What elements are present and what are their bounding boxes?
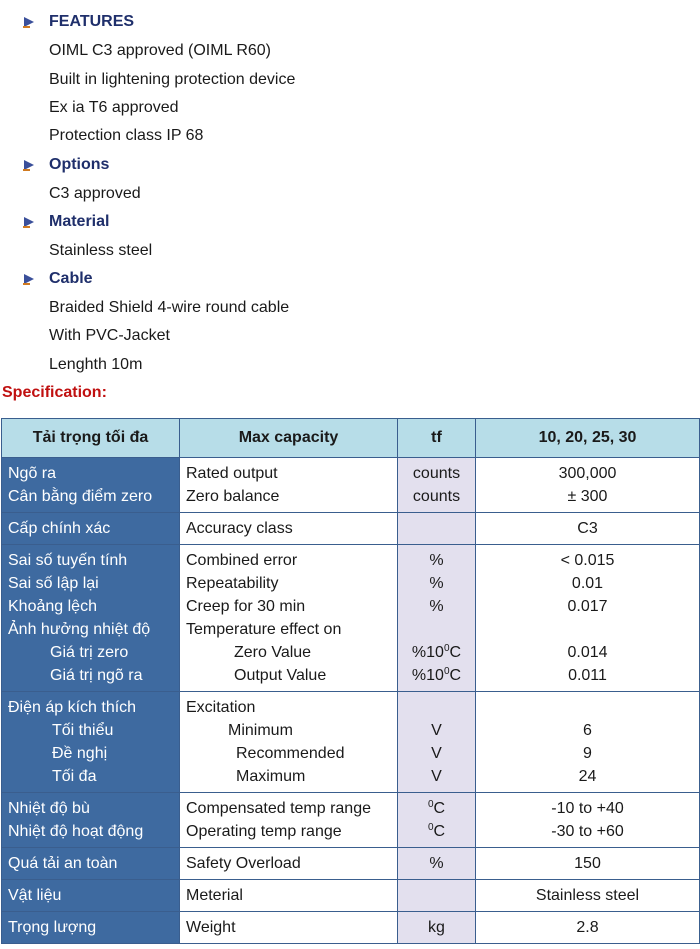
table-cell [2,545,180,692]
table-cell [180,458,398,513]
table-row [2,912,700,944]
table-row [2,545,700,692]
feature-item [0,68,700,92]
cell-text: Braided Shield 4-wire round cable [49,299,290,316]
cell-text: Temperature effect on [186,621,342,638]
header-unit: tf [398,419,476,458]
feature-heading [0,10,700,34]
cell-text [476,618,699,641]
table-cell [2,458,180,513]
cell-text: Accuracy class [186,520,293,537]
cell-text: 150 [574,855,601,872]
arrow-bullet-icon [22,158,36,172]
cell-text: 2.8 [576,919,599,936]
table-row [2,692,700,793]
cell-text: Sai số lập lại [8,575,99,592]
cell-text: -10 to +40 [551,800,624,817]
table-cell [398,793,476,848]
feature-item [0,39,700,63]
cell-text: Operating temp range [186,823,342,840]
cell-text [398,797,475,820]
cell-text: 0.011 [568,667,607,684]
cell-text [398,696,475,719]
cell-text: Quá tải an toàn [8,855,118,872]
cell-text: %10 [411,644,444,661]
cell-text [476,696,699,719]
cell-text: Giá trị zero [50,644,129,661]
table-row [2,848,700,880]
arrow-bullet-icon [22,215,36,229]
cell-text: Excitation [186,699,256,716]
cell-text: 300,000 [558,465,617,482]
table-cell [476,848,700,880]
cell-text: Cable [49,270,93,287]
table-cell [2,692,180,793]
cell-text: kg [428,919,445,936]
table-cell [398,692,476,793]
cell-text: V [431,745,442,762]
feature-item [0,353,700,377]
cell-text: Weight [186,919,236,936]
cell-text: 0 [443,643,450,654]
cell-text: Maximum [236,768,306,785]
cell-text: % [429,575,444,592]
cell-text: Nhiệt độ bù [8,800,90,817]
table-cell [476,912,700,944]
cell-text: 0.017 [567,598,608,615]
cell-text: C [433,800,446,817]
cell-text: Built in lightening protection device [49,71,296,88]
cell-text [398,820,475,843]
table-cell [180,848,398,880]
cell-text: Vật liệu [8,887,62,904]
cell-text: C3 [577,520,598,537]
cell-text: Minimum [228,722,293,739]
cell-text: Cân bằng điểm zero [8,488,153,505]
feature-item [0,324,700,348]
feature-item [0,296,700,320]
table-row [2,793,700,848]
table-cell [180,545,398,692]
cell-text: OIML C3 approved (OIML R60) [49,42,272,59]
cell-text: Rated output [186,465,278,482]
table-cell [180,880,398,912]
cell-text [398,641,475,664]
cell-text: Giá trị ngõ ra [50,667,143,684]
table-cell [398,848,476,880]
cell-text: C [449,644,462,661]
cell-text: 0.01 [571,575,604,592]
cable-heading [0,267,700,291]
table-row [2,458,700,513]
cell-text: Ngõ ra [8,465,57,482]
cell-text: < 0.015 [560,552,615,569]
cell-text: Material [49,213,110,230]
cell-text: With PVC-Jacket [49,327,170,344]
cell-text: ± 300 [567,488,608,505]
table-header-row [2,419,700,458]
specification-title: Specification: [2,384,107,401]
table-cell [398,513,476,545]
cell-text: 24 [578,768,597,785]
table-cell [476,545,700,692]
table-cell [180,513,398,545]
cell-text: Khoảng lệch [8,598,97,615]
cell-text: Điện áp kích thích [8,699,137,716]
cell-text: Trọng lượng [8,919,97,936]
table-cell [180,793,398,848]
cell-text: counts [412,488,461,505]
header-en: Max capacity [180,419,398,458]
arrow-bullet-icon [22,272,36,286]
cell-text: Protection class IP 68 [49,127,204,144]
cell-text: Compensated temp range [186,800,371,817]
cell-text: Output Value [234,667,327,684]
cell-text: Repeatability [186,575,279,592]
cell-text: Sai số tuyến tính [8,552,128,569]
table-cell [476,793,700,848]
cell-text [398,618,475,641]
cell-text: 0 [427,822,434,833]
table-row [2,880,700,912]
cell-text: Đề nghị [52,745,108,762]
feature-item [0,96,700,120]
cell-text: C3 approved [49,185,141,202]
arrow-bullet-icon [22,15,36,29]
options-heading [0,153,700,177]
cell-text: 0 [443,666,450,677]
cell-text [398,664,475,687]
cell-text: % [429,855,444,872]
table-row [2,513,700,545]
specification-table [1,418,700,944]
cell-text: % [429,598,444,615]
cell-text: V [431,768,442,785]
table-cell [2,513,180,545]
cell-text: %10 [411,667,444,684]
cell-text: C [433,823,446,840]
table-cell [398,545,476,692]
table-cell [180,912,398,944]
header-value: 10, 20, 25, 30 [476,419,700,458]
table-cell [2,848,180,880]
cell-text: V [431,722,442,739]
cell-text: % [429,552,444,569]
cell-text: Stainless steel [49,242,153,259]
table-cell [398,880,476,912]
material-heading [0,210,700,234]
cell-text: 0 [427,799,434,810]
table-cell [180,692,398,793]
table-cell [476,692,700,793]
feature-item [0,124,700,148]
table-cell [476,880,700,912]
table-cell [476,513,700,545]
cell-text: C [449,667,462,684]
cell-text: Tối thiểu [52,722,114,739]
cell-text [398,517,475,540]
cell-text: Options [49,156,110,173]
cell-text: Recommended [236,745,345,762]
cell-text: Safety Overload [186,855,301,872]
cell-text: counts [412,465,461,482]
table-cell [398,912,476,944]
table-cell [398,458,476,513]
header-vn: Tải trọng tối đa [2,419,180,458]
cell-text: Cấp chính xác [8,520,111,537]
cell-text: 9 [583,745,592,762]
cell-text: Tối đa [52,768,97,785]
cell-text: Nhiệt độ hoạt động [8,823,144,840]
cell-text: Ex ia T6 approved [49,99,179,116]
cell-text [398,884,475,907]
cell-text: Zero Value [234,644,312,661]
cell-text: Ảnh hưởng nhiệt độ [8,621,151,638]
cell-text: Creep for 30 min [186,598,306,615]
cell-text: Meterial [186,887,243,904]
table-cell [2,880,180,912]
table-cell [476,458,700,513]
cell-text: 6 [583,722,592,739]
cell-text: Lenghth 10m [49,356,143,373]
cell-text: -30 to +60 [551,823,624,840]
table-cell [2,793,180,848]
feature-item [0,239,700,263]
feature-heading-label: FEATURES [49,13,135,30]
cell-text: Zero balance [186,488,280,505]
cell-text: Stainless steel [535,887,640,904]
cell-text: Combined error [186,552,298,569]
feature-item [0,182,700,206]
cell-text: 0.014 [567,644,608,661]
table-cell [2,912,180,944]
